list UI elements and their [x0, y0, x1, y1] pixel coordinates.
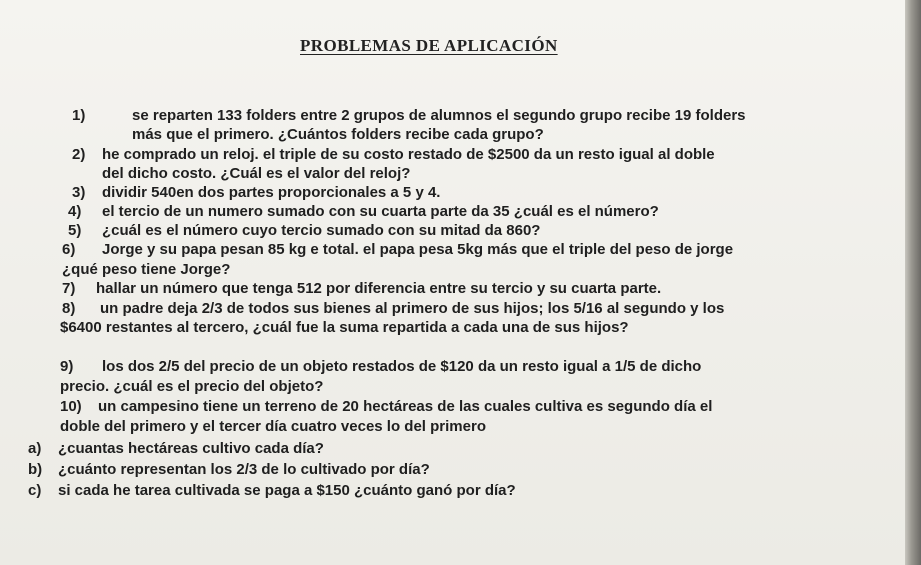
problem-text: he comprado un reloj. el triple de su costo restado de $2500 da un resto igual al doble: [102, 146, 715, 163]
problem-text: $6400 restantes al tercero, ¿cuál fue la suma repartida a cada una de sus hijos?: [60, 319, 629, 336]
problem-number: 6): [62, 241, 76, 258]
problem-5-line-1: [68, 222, 540, 239]
problem-1-line-1: [72, 107, 746, 124]
subquestion-text: si cada he tarea cultivada se paga a $150 ¿cuánto ganó por día?: [58, 482, 516, 499]
problem-text: Jorge y su papa pesan 85 kg e total. el papa pesa 5kg más que el triple del peso de jorge: [102, 241, 734, 258]
problem-number: 2): [72, 146, 86, 163]
problem-8-line-1: [62, 300, 724, 317]
problem-9-line-1: [60, 358, 701, 375]
subquestion-label: b): [28, 461, 43, 478]
problem-text: un campesino tiene un terreno de 20 hectáreas de las cuales cultiva es segundo día el: [98, 398, 713, 415]
problem-text: los dos 2/5 del precio de un objeto restados de $120 da un resto igual a 1/5 de dicho: [102, 358, 702, 375]
problem-text: doble del primero y el tercer día cuatro veces lo del primero: [60, 418, 486, 435]
problem-text: se reparten 133 folders entre 2 grupos de alumnos el segundo grupo recibe 19 folders: [132, 107, 746, 124]
problem-text: precio. ¿cuál es el precio del objeto?: [60, 378, 324, 395]
problem-text: el tercio de un numero sumado con su cuarta parte da 35 ¿cuál es el número?: [102, 203, 659, 220]
problem-number: 9): [60, 358, 74, 375]
problem-text: hallar un número que tenga 512 por diferencia entre su tercio y su cuarta parte.: [96, 280, 662, 297]
problem-text: del dicho costo. ¿Cuál es el valor del reloj?: [102, 165, 411, 182]
subquestion-text: ¿cuantas hectáreas cultivo cada día?: [58, 440, 324, 457]
problem-number: 1): [72, 107, 86, 124]
problem-number: 5): [68, 222, 82, 239]
problem-text: ¿qué peso tiene Jorge?: [62, 261, 231, 278]
page-title: PROBLEMAS DE APLICACIÓN: [300, 36, 558, 55]
problem-2-line-2: [102, 165, 410, 182]
problem-4-line-1: [68, 203, 659, 220]
subquestion-a: [28, 440, 324, 457]
problem-text: más que el primero. ¿Cuántos folders recibe cada grupo?: [132, 126, 544, 143]
problem-10-line-1: [60, 398, 712, 415]
subquestion-c: [28, 482, 516, 499]
problem-1-line-2: [132, 126, 544, 143]
subquestion-b: [28, 461, 430, 478]
problem-number: 8): [62, 300, 76, 317]
problem-number: 10): [60, 398, 82, 415]
problem-number: 4): [68, 203, 82, 220]
problem-3-line-1: [72, 184, 440, 201]
problem-6-line-2: [62, 261, 230, 278]
subquestion-text: ¿cuánto representan los 2/3 de lo cultivado por día?: [58, 461, 430, 478]
subquestion-label: a): [28, 440, 42, 457]
problem-number: 7): [62, 280, 76, 297]
problem-text: ¿cuál es el número cuyo tercio sumado con su mitad da 860?: [102, 222, 541, 239]
problem-text: un padre deja 2/3 de todos sus bienes al primero de sus hijos; los 5/16 al segundo y los: [100, 300, 725, 317]
paper-edge-shadow: [905, 0, 921, 565]
problem-8-line-2: [60, 319, 629, 336]
problem-2-line-1: [72, 146, 715, 163]
problem-7-line-1: [62, 280, 661, 297]
subquestion-label: c): [28, 482, 42, 499]
problem-text: dividir 540en dos partes proporcionales a 5 y 4.: [102, 184, 441, 201]
problem-9-line-2: [60, 378, 323, 395]
problem-6-line-1: [62, 241, 733, 258]
problem-10-line-2: [60, 418, 486, 435]
problem-number: 3): [72, 184, 86, 201]
